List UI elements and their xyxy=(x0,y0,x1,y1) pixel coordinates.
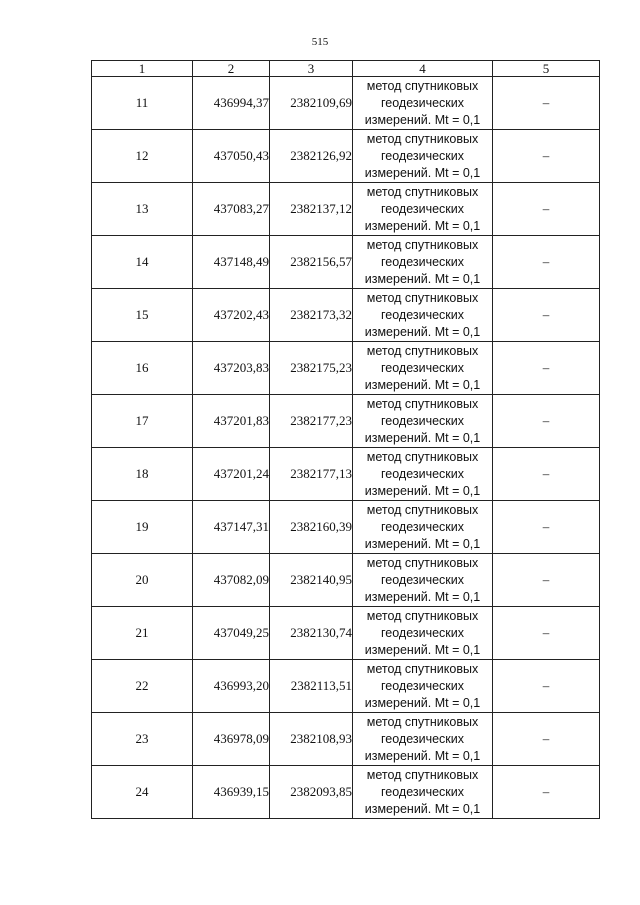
method-cell xyxy=(353,183,493,236)
x-coordinate-cell: 436994,37 xyxy=(193,77,270,130)
method-line: геодезических xyxy=(380,678,464,693)
method-cell xyxy=(353,448,493,501)
method-line: измерений. Mt = 0,1 xyxy=(364,112,481,127)
point-number-cell: 20 xyxy=(92,554,193,607)
point-number-cell: 14 xyxy=(92,236,193,289)
method-line: измерений. Mt = 0,1 xyxy=(364,271,481,286)
point-number-cell: 24 xyxy=(92,766,193,819)
table-row xyxy=(92,342,600,395)
table-header-row xyxy=(92,61,600,77)
x-coordinate-cell: 437203,83 xyxy=(193,342,270,395)
point-number-cell: 22 xyxy=(92,660,193,713)
method-cell xyxy=(353,766,493,819)
method-line: метод спутниковых xyxy=(366,131,479,146)
x-coordinate-cell: 437147,31 xyxy=(193,501,270,554)
x-coordinate-cell: 437201,83 xyxy=(193,395,270,448)
y-coordinate-cell: 2382175,23 xyxy=(270,342,353,395)
x-coordinate-cell: 437049,25 xyxy=(193,607,270,660)
method-cell xyxy=(353,660,493,713)
method-line: метод спутниковых xyxy=(366,608,479,623)
method-line: измерений. Mt = 0,1 xyxy=(364,165,481,180)
point-number-cell: 12 xyxy=(92,130,193,183)
y-coordinate-cell: 2382126,92 xyxy=(270,130,353,183)
method-line: метод спутниковых xyxy=(366,290,479,305)
column-header: 2 xyxy=(193,61,270,77)
x-coordinate-cell: 437148,49 xyxy=(193,236,270,289)
note-cell: – xyxy=(493,766,600,819)
x-coordinate-cell: 437050,43 xyxy=(193,130,270,183)
note-cell: – xyxy=(493,660,600,713)
method-line: метод спутниковых xyxy=(366,184,479,199)
x-coordinate-cell: 437202,43 xyxy=(193,289,270,342)
table-row xyxy=(92,554,600,607)
method-line: метод спутниковых xyxy=(366,343,479,358)
method-cell xyxy=(353,236,493,289)
method-line: метод спутниковых xyxy=(366,555,479,570)
x-coordinate-cell: 436993,20 xyxy=(193,660,270,713)
y-coordinate-cell: 2382177,23 xyxy=(270,395,353,448)
method-cell xyxy=(353,130,493,183)
method-cell xyxy=(353,607,493,660)
method-cell xyxy=(353,395,493,448)
point-number-cell: 11 xyxy=(92,77,193,130)
y-coordinate-cell: 2382108,93 xyxy=(270,713,353,766)
coordinates-table xyxy=(91,60,600,819)
method-line: измерений. Mt = 0,1 xyxy=(364,695,481,710)
method-line: геодезических xyxy=(380,466,464,481)
point-number-cell: 21 xyxy=(92,607,193,660)
method-line: геодезических xyxy=(380,95,464,110)
method-cell xyxy=(353,501,493,554)
method-line: геодезических xyxy=(380,307,464,322)
method-line: геодезических xyxy=(380,413,464,428)
point-number-cell: 19 xyxy=(92,501,193,554)
y-coordinate-cell: 2382173,32 xyxy=(270,289,353,342)
page-number: 515 xyxy=(311,36,329,48)
method-line: метод спутниковых xyxy=(366,661,479,676)
note-cell: – xyxy=(493,289,600,342)
method-cell xyxy=(353,289,493,342)
x-coordinate-cell: 437201,24 xyxy=(193,448,270,501)
point-number-cell: 13 xyxy=(92,183,193,236)
method-line: геодезических xyxy=(380,201,464,216)
y-coordinate-cell: 2382113,51 xyxy=(270,660,353,713)
note-cell: – xyxy=(493,183,600,236)
method-line: измерений. Mt = 0,1 xyxy=(364,483,481,498)
method-line: измерений. Mt = 0,1 xyxy=(364,430,481,445)
note-cell: – xyxy=(493,395,600,448)
x-coordinate-cell: 437082,09 xyxy=(193,554,270,607)
method-line: метод спутниковых xyxy=(366,502,479,517)
method-line: измерений. Mt = 0,1 xyxy=(364,642,481,657)
method-line: геодезических xyxy=(380,254,464,269)
point-number-cell: 18 xyxy=(92,448,193,501)
method-cell xyxy=(353,554,493,607)
note-cell: – xyxy=(493,713,600,766)
table-row xyxy=(92,766,600,819)
point-number-cell: 17 xyxy=(92,395,193,448)
table-row xyxy=(92,289,600,342)
method-cell xyxy=(353,342,493,395)
column-header: 5 xyxy=(493,61,600,77)
note-cell: – xyxy=(493,607,600,660)
method-line: измерений. Mt = 0,1 xyxy=(364,589,481,604)
method-line: измерений. Mt = 0,1 xyxy=(364,324,481,339)
y-coordinate-cell: 2382109,69 xyxy=(270,77,353,130)
method-line: геодезических xyxy=(380,572,464,587)
method-line: метод спутниковых xyxy=(366,396,479,411)
method-line: измерений. Mt = 0,1 xyxy=(364,801,481,816)
table-row xyxy=(92,448,600,501)
method-line: геодезических xyxy=(380,519,464,534)
point-number-cell: 16 xyxy=(92,342,193,395)
note-cell: – xyxy=(493,448,600,501)
method-line: метод спутниковых xyxy=(366,237,479,252)
note-cell: – xyxy=(493,77,600,130)
method-cell xyxy=(353,713,493,766)
table-row xyxy=(92,183,600,236)
method-line: метод спутниковых xyxy=(366,767,479,782)
y-coordinate-cell: 2382137,12 xyxy=(270,183,353,236)
y-coordinate-cell: 2382140,95 xyxy=(270,554,353,607)
x-coordinate-cell: 436978,09 xyxy=(193,713,270,766)
table-row xyxy=(92,130,600,183)
method-line: измерений. Mt = 0,1 xyxy=(364,536,481,551)
x-coordinate-cell: 437083,27 xyxy=(193,183,270,236)
y-coordinate-cell: 2382130,74 xyxy=(270,607,353,660)
table-row xyxy=(92,395,600,448)
table-row xyxy=(92,607,600,660)
point-number-cell: 23 xyxy=(92,713,193,766)
note-cell: – xyxy=(493,130,600,183)
table-row xyxy=(92,660,600,713)
method-line: измерений. Mt = 0,1 xyxy=(364,218,481,233)
method-line: метод спутниковых xyxy=(366,78,479,93)
table-row xyxy=(92,77,600,130)
method-line: геодезических xyxy=(380,731,464,746)
column-header: 3 xyxy=(270,61,353,77)
x-coordinate-cell: 436939,15 xyxy=(193,766,270,819)
table-row xyxy=(92,501,600,554)
y-coordinate-cell: 2382160,39 xyxy=(270,501,353,554)
table-body xyxy=(92,77,600,819)
table-row xyxy=(92,236,600,289)
method-line: геодезических xyxy=(380,625,464,640)
method-line: геодезических xyxy=(380,784,464,799)
method-line: метод спутниковых xyxy=(366,714,479,729)
note-cell: – xyxy=(493,236,600,289)
column-header: 4 xyxy=(353,61,493,77)
note-cell: – xyxy=(493,501,600,554)
note-cell: – xyxy=(493,342,600,395)
method-line: измерений. Mt = 0,1 xyxy=(364,748,481,763)
method-line: геодезических xyxy=(380,360,464,375)
point-number-cell: 15 xyxy=(92,289,193,342)
method-cell xyxy=(353,77,493,130)
method-line: измерений. Mt = 0,1 xyxy=(364,377,481,392)
column-header: 1 xyxy=(92,61,193,77)
table-row xyxy=(92,713,600,766)
y-coordinate-cell: 2382177,13 xyxy=(270,448,353,501)
method-line: геодезических xyxy=(380,148,464,163)
method-line: метод спутниковых xyxy=(366,449,479,464)
y-coordinate-cell: 2382156,57 xyxy=(270,236,353,289)
y-coordinate-cell: 2382093,85 xyxy=(270,766,353,819)
note-cell: – xyxy=(493,554,600,607)
